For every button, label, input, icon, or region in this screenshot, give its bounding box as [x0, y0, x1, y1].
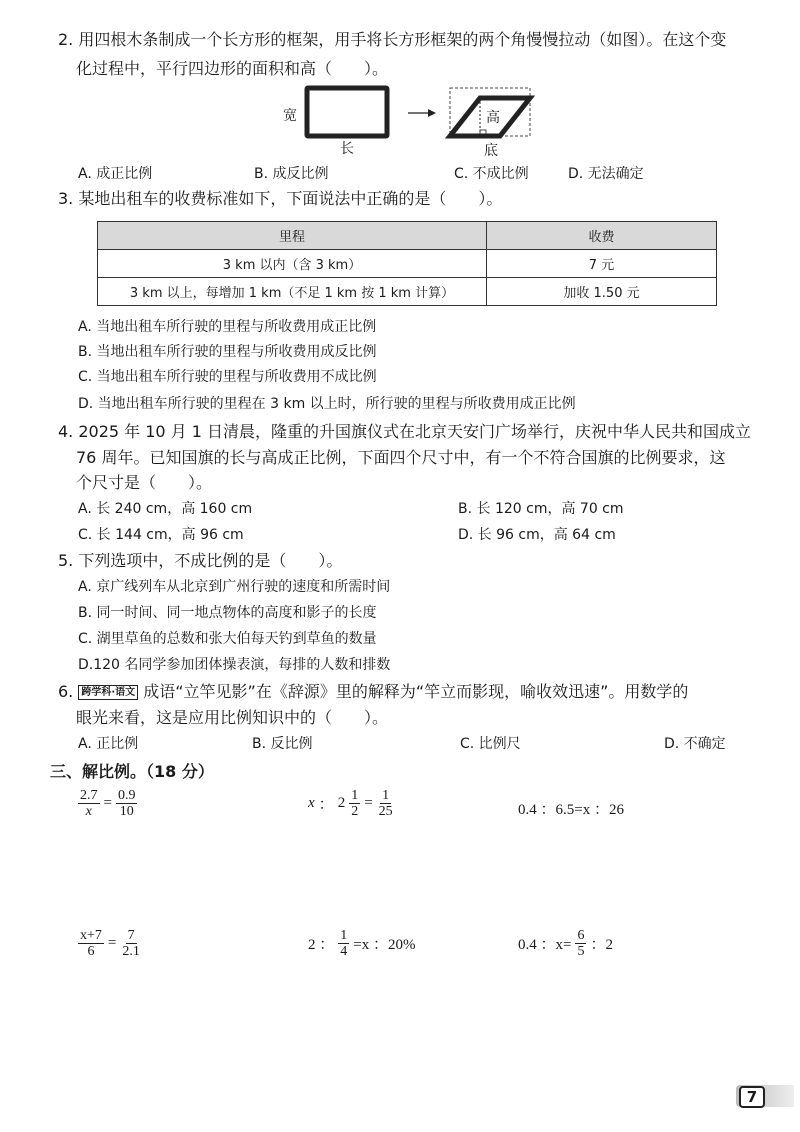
rectangle-frame: [307, 88, 387, 136]
equation-5: 2 ： $\frac{1}{4}$ =x ：20%: [308, 928, 416, 959]
table-row: [98, 278, 717, 306]
page-number-tab: [736, 1085, 794, 1107]
q6-stem-line1: [58, 682, 688, 702]
table-row: [98, 250, 717, 278]
page-number: 7: [739, 1086, 765, 1108]
q4-option-a: A. 长 240 cm，高 160 cm: [78, 501, 253, 517]
q3-option-c: C. 当地出租车所行驶的里程与所收费用不成比例: [78, 369, 377, 385]
arrow-head-icon: [428, 109, 436, 117]
fraction: $\frac{6}{5}$: [577, 928, 585, 959]
table-header-fee: 收费: [487, 222, 717, 250]
fraction: $\frac{1}{2}$: [351, 788, 359, 819]
q3-option-b: B. 当地出租车所行驶的里程与所收费用成反比例: [78, 344, 377, 360]
q2-stem-line1: 2. 用四根木条制成一个长方形的框架，用手将长方形框架的两个角慢慢拉动（如图）。在这个变: [58, 30, 727, 49]
fraction: $\frac{1}{25}$: [378, 788, 393, 819]
q4-stem-line2: 76 周年。已知国旗的长与高成正比例，下面四个尺寸中，有一个不符合国旗的比例要求，这: [76, 448, 726, 467]
equation-1: $\frac{2.7}{x}$ = $\frac{0.9}{10}$: [80, 788, 136, 819]
q5-option-c: C. 湖里草鱼的总数和张大伯每天钓到草鱼的数量: [78, 631, 377, 647]
q6-number: 6.: [58, 682, 74, 701]
q5-option-b: B. 同一时间、同一地点物体的高度和影子的长度: [78, 605, 377, 621]
fraction: $\frac{0.9}{10}$: [117, 788, 136, 819]
table-cell: 7 元: [487, 250, 717, 278]
q4-option-c: C. 长 144 cm，高 96 cm: [78, 527, 244, 543]
fraction: $\frac{x+7}{6}$: [80, 928, 102, 959]
section-title: 三、解比例。（18 分）: [50, 762, 214, 781]
q2-option-b: B. 成反比例: [254, 166, 329, 182]
q4-stem-line1: 4. 2025 年 10 月 1 日清晨，隆重的升国旗仪式在北京天安门广场举行，庆祝中华人民共和国成立: [58, 422, 752, 441]
q4-stem-line3: 个尺寸是（ ）。: [76, 473, 213, 492]
table-cell: 3 km 以内（含 3 km）: [98, 250, 487, 278]
q3-option-d: D. 当地出租车所行驶的里程在 3 km 以上时，所行驶的里程与所收费用成正比例: [78, 396, 576, 412]
q6-option-d: D. 不确定: [664, 736, 726, 752]
equation-3: 0.4 ：6.5=x ：26: [518, 802, 624, 818]
q6-option-b: B. 反比例: [252, 736, 313, 752]
q6-stem-line2: 眼光来看，这是应用比例知识中的（ ）。: [76, 708, 389, 727]
table-cell: 加收 1.50 元: [487, 278, 717, 306]
table-header-mileage: 里程: [98, 222, 487, 250]
equation-2: x ： 2 $\frac{1}{2}$ = $\frac{1}{25}$: [308, 788, 393, 819]
table-cell: 3 km 以上，每增加 1 km（不足 1 km 按 1 km 计算）: [98, 278, 487, 306]
fraction: $\frac{2.7}{x}$: [80, 788, 98, 819]
q2-stem-line2: 化过程中，平行四边形的面积和高（ ）。: [76, 59, 389, 78]
q2-option-c: C. 不成比例: [454, 166, 529, 182]
q5-option-d: D.120 名同学参加团体操表演，每排的人数和排数: [78, 657, 391, 673]
q2-figure: [280, 85, 540, 155]
equation-6: 0.4 ：x= $\frac{6}{5}$ ：2: [518, 928, 613, 959]
fraction: $\frac{7}{2.1}$: [122, 928, 140, 959]
fig-height-label: 高: [486, 110, 500, 126]
q6-stem-text: 成语“立竿见影”在《辞源》里的解释为“竿立而影现，喻收效迅速”。用数学的: [143, 682, 689, 701]
equation-4: $\frac{x+7}{6}$ = $\frac{7}{2.1}$: [80, 928, 140, 959]
q4-option-d: D. 长 96 cm，高 64 cm: [458, 527, 616, 543]
fig-width-label: 宽: [283, 108, 297, 124]
q2-option-d: D. 无法确定: [568, 166, 644, 182]
fig-base-label: 底: [484, 143, 498, 159]
fare-table: [97, 221, 717, 306]
q3-option-a: A. 当地出租车所行驶的里程与所收费用成正比例: [78, 319, 377, 335]
cross-subject-tag: 跨学科·语文: [78, 685, 138, 700]
fraction: $\frac{1}{4}$: [340, 928, 348, 959]
table-header-row: [98, 222, 717, 250]
q6-option-a: A. 正比例: [78, 736, 139, 752]
q5-stem: 5. 下列选项中，不成比例的是（ ）。: [58, 551, 343, 570]
q2-option-a: A. 成正比例: [78, 166, 153, 182]
q5-option-a: A. 京广线列车从北京到广州行驶的速度和所需时间: [78, 579, 391, 595]
q4-option-b: B. 长 120 cm，高 70 cm: [458, 501, 624, 517]
q3-stem: 3. 某地出租车的收费标准如下，下面说法中正确的是（ ）。: [58, 189, 503, 208]
fig-length-label: 长: [340, 141, 354, 157]
q6-option-c: C. 比例尺: [460, 736, 521, 752]
